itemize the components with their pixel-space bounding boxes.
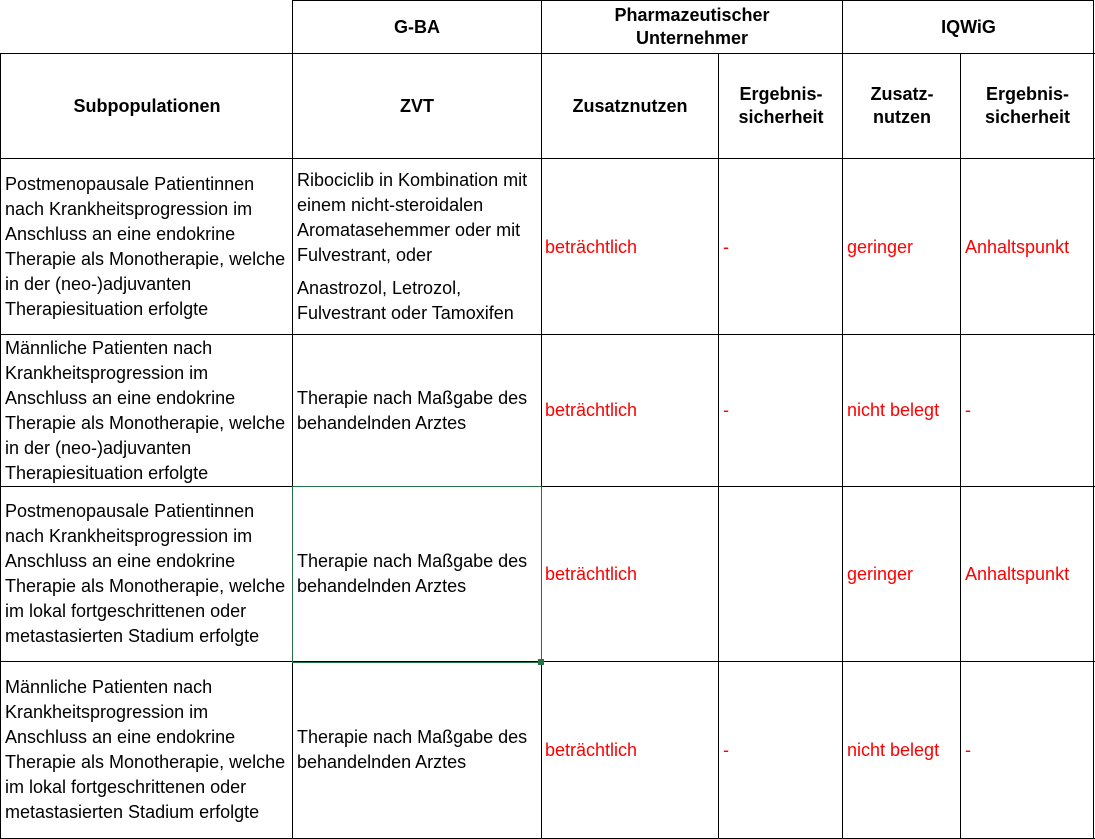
row-4-pu-ergebnissicherheit-value: -	[723, 739, 729, 760]
grid-line	[0, 661, 1095, 662]
row-2-pu-ergebnissicherheit-value: -	[723, 400, 729, 420]
grid-line	[293, 0, 1094, 1]
row-3-iqwig-ergebnissicherheit-value: Anhaltspunkt	[965, 563, 1070, 584]
row-3-subpopulation-text: Postmenopausale Patientinnen nach Krankheitsprogression im Anschluss an eine endokrine Therapie als Monotherapie, welche im lokal fortgeschrittenen oder metastasierten Stadium erfolgte	[5, 501, 286, 646]
cell-selection-border	[292, 486, 542, 663]
column-header-iqwig-zusatznutzen[interactable]	[843, 53, 961, 159]
table-row-3-iqwig-zusatznutzen[interactable]	[843, 486, 961, 662]
table-row-4-iqwig-zusatznutzen[interactable]	[843, 662, 961, 838]
table-row-1-iqwig-ergebnissicherheit[interactable]	[961, 159, 1094, 335]
row-4-pu-zusatznutzen-value: beträchtlich	[545, 739, 638, 760]
grid-line	[541, 0, 542, 839]
table-row-3-iqwig-ergebnissicherheit[interactable]	[961, 486, 1094, 662]
table-row-1-zvt[interactable]	[293, 159, 541, 335]
row-2-iqwig-ergebnissicherheit-value: -	[965, 400, 971, 420]
table-row-4-iqwig-ergebnissicherheit[interactable]	[961, 662, 1094, 838]
fill-handle[interactable]	[538, 659, 544, 665]
row-4-iqwig-ergebnissicherheit-value: -	[965, 739, 971, 760]
table-row-2-pu-ergebnissicherheit[interactable]	[719, 335, 843, 486]
group-header-iqwig-label: IQWiG	[941, 16, 996, 37]
table-row-3-pu-zusatznutzen[interactable]	[541, 486, 719, 662]
row-1-zvt-text: Ribociclib in Kombination mit einem nicht-steroidalen Aromatasehemmer oder mit Fulvestrant, oder	[297, 170, 528, 265]
grid-line	[960, 53, 961, 839]
row-1-pu-ergebnissicherheit-value: -	[723, 236, 729, 257]
column-header-pu-ergebnissicherheit[interactable]	[719, 53, 843, 159]
row-3-zvt-text: Therapie nach Maßgabe des behandelnden Arztes	[297, 551, 528, 596]
row-2-iqwig-zusatznutzen-value: nicht belegt	[847, 400, 940, 420]
column-header-iqwig-ergebnissicherheit[interactable]	[961, 53, 1094, 159]
table-row-4-subpopulation[interactable]	[1, 662, 293, 838]
table-row-2-iqwig-ergebnissicherheit[interactable]	[961, 335, 1094, 486]
column-header-subpopulationen[interactable]	[1, 53, 293, 159]
grid-line	[0, 158, 1095, 159]
group-header-pu-label: Pharmazeutischer Unternehmer	[614, 5, 770, 48]
column-header-iqwig-zusatznutzen-label: Zusatz-nutzen	[870, 84, 934, 127]
grid-line	[1093, 0, 1094, 839]
table-row-2-pu-zusatznutzen[interactable]	[541, 335, 719, 486]
grid-line	[842, 0, 843, 839]
table-row-4-pu-ergebnissicherheit[interactable]	[719, 662, 843, 838]
column-header-pu-zusatznutzen[interactable]	[541, 53, 719, 159]
row-3-iqwig-zusatznutzen-value: geringer	[847, 563, 914, 584]
table-row-2-iqwig-zusatznutzen[interactable]	[843, 335, 961, 486]
row-1-subpopulation-text: Postmenopausale Patientinnen nach Krankheitsprogression im Anschluss an eine endokrine Therapie als Monotherapie, welche in der (neo-)adjuvanten Therapiesituation erfolgte	[5, 174, 286, 319]
row-1-iqwig-zusatznutzen-value: geringer	[847, 236, 914, 257]
row-4-subpopulation-text: Männliche Patienten nach Krankheitsprogression im Anschluss an eine endokrine Therapie als Monotherapie, welche im lokal fortgeschrittenen oder metastasierten Stadium erfolgte	[5, 677, 286, 822]
table-row-1-pu-ergebnissicherheit[interactable]	[719, 159, 843, 335]
table-row-3-pu-ergebnissicherheit[interactable]	[719, 486, 843, 662]
table-row-2-subpopulation[interactable]	[1, 335, 293, 486]
table-row-3-subpopulation[interactable]	[1, 486, 293, 662]
row-2-subpopulation-text: Männliche Patienten nach Krankheitsprogression im Anschluss an eine endokrine Therapie als Monotherapie, welche in der (neo-)adjuvanten Therapiesituation erfolgte	[5, 337, 286, 483]
grid-line	[0, 486, 1095, 487]
column-header-subpopulationen-label: Subpopulationen	[73, 95, 221, 116]
table-row-1-subpopulation[interactable]	[1, 159, 293, 335]
row-1-pu-zusatznutzen-value: beträchtlich	[545, 236, 638, 257]
group-header-gba[interactable]	[293, 1, 541, 53]
table-row-4-pu-zusatznutzen[interactable]	[541, 662, 719, 838]
grid-line	[0, 53, 1095, 54]
grid-line	[718, 53, 719, 839]
row-4-iqwig-zusatznutzen-value: nicht belegt	[847, 739, 940, 760]
table-row-1-pu-zusatznutzen[interactable]	[541, 159, 719, 335]
row-1-zvt-alternatives: Anastrozol, Letrozol, Fulvestrant oder Tamoxifen	[297, 278, 514, 323]
table-row-4-zvt[interactable]	[293, 662, 541, 838]
group-header-iqwig[interactable]	[843, 1, 1094, 53]
column-header-zvt-label: ZVT	[400, 95, 434, 116]
table-row-1-iqwig-zusatznutzen[interactable]	[843, 159, 961, 335]
column-header-pu-zusatznutzen-label: Zusatznutzen	[572, 95, 688, 116]
row-1-iqwig-ergebnissicherheit-value: Anhaltspunkt	[965, 236, 1070, 257]
column-header-pu-ergebnissicherheit-label: Ergebnis-sicherheit	[738, 84, 824, 127]
grid-line	[0, 334, 1095, 335]
row-2-pu-zusatznutzen-value: beträchtlich	[545, 400, 638, 420]
column-header-iqwig-ergebnissicherheit-label: Ergebnis-sicherheit	[984, 84, 1071, 127]
group-header-gba-label: G-BA	[394, 16, 440, 37]
column-header-zvt[interactable]	[293, 53, 541, 159]
table-row-2-zvt[interactable]	[293, 335, 541, 486]
group-header-pu[interactable]	[541, 1, 843, 53]
grid-line	[0, 53, 1, 839]
row-4-zvt-text: Therapie nach Maßgabe des behandelnden Arztes	[297, 727, 528, 772]
row-3-pu-zusatznutzen-value: beträchtlich	[545, 563, 638, 584]
row-2-zvt-text: Therapie nach Maßgabe des behandelnden Arztes	[297, 387, 528, 433]
grid-line	[292, 0, 293, 839]
